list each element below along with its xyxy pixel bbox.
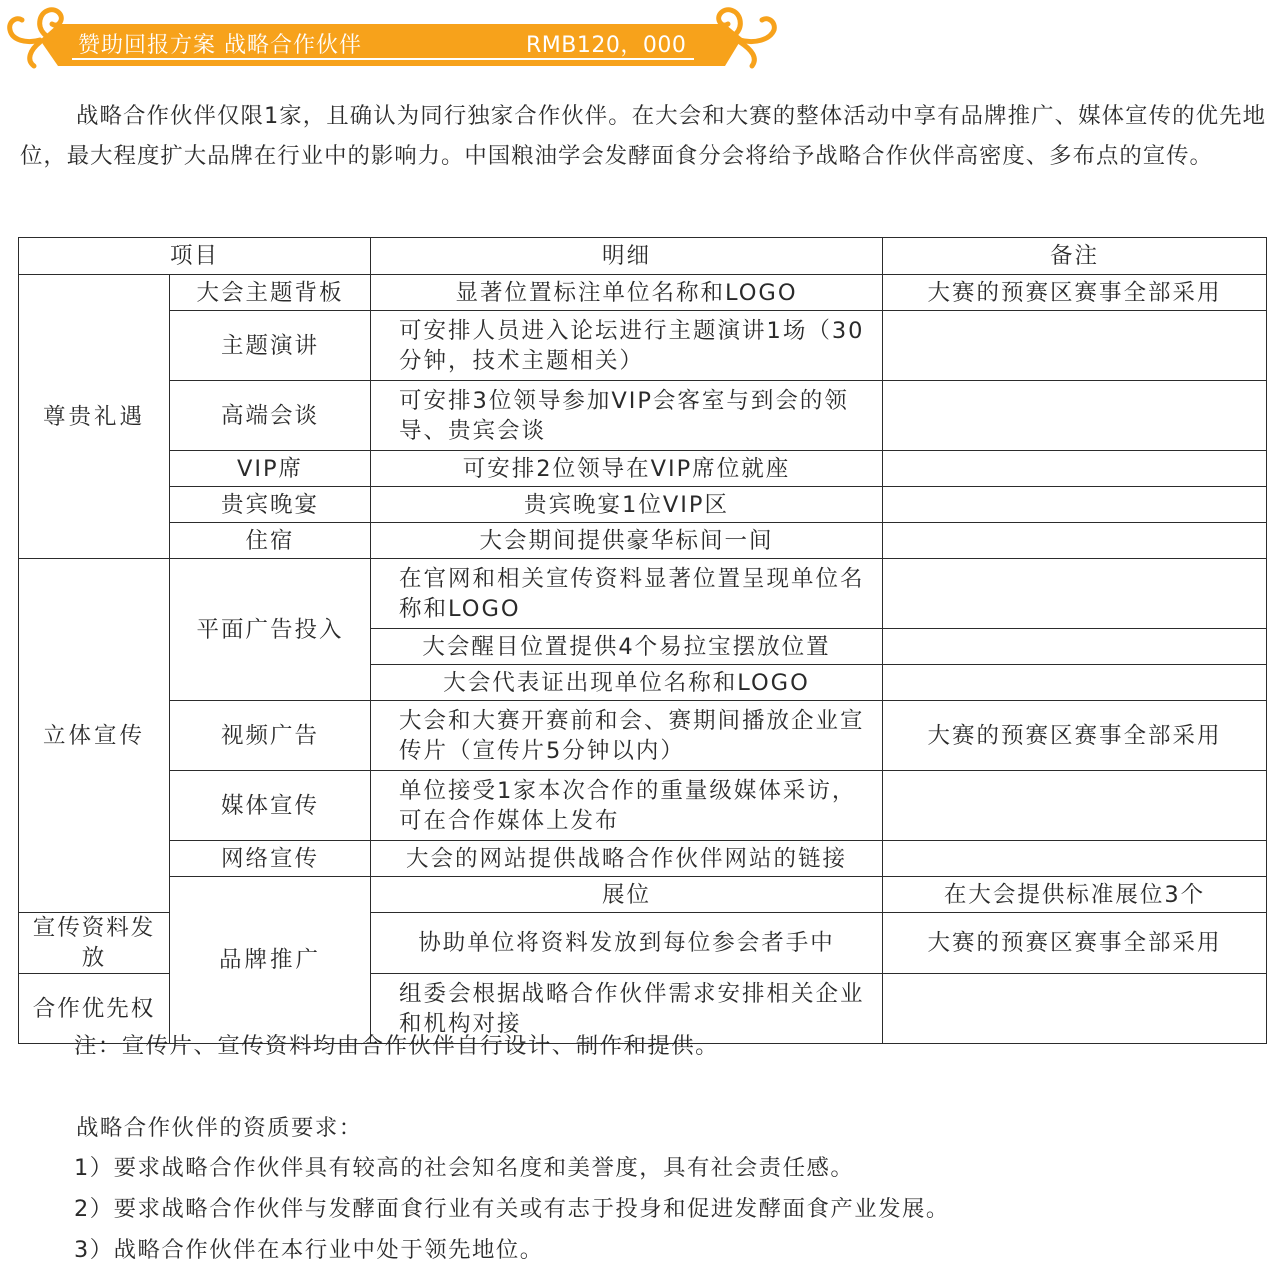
table-row (19, 275, 1267, 311)
table-row (19, 701, 1267, 771)
item-name: 视频广告 (170, 701, 371, 771)
table-row (19, 311, 1267, 381)
item-name: 大会主题背板 (170, 275, 371, 311)
item-note: 大赛的预赛区赛事全部采用 (883, 275, 1267, 311)
footnote: 注：宣传片、宣传资料均由合作伙伴自行设计、制作和提供。 (74, 1033, 720, 1059)
item-detail: 在官网和相关宣传资料显著位置呈现单位名称和LOGO (371, 559, 883, 629)
item-detail: 在大会提供标准展位3个 (883, 877, 1267, 913)
table-row (19, 559, 1267, 629)
item-detail: 大会的网站提供战略合作伙伴网站的链接 (371, 841, 883, 877)
table-row (19, 381, 1267, 451)
banner-underline (72, 58, 694, 60)
item-name: 宣传资料发放 (19, 913, 170, 974)
category-cell: 品牌推广 (170, 877, 371, 1044)
banner-title: 赞助回报方案 战略合作伙伴 (78, 33, 362, 58)
item-name: 平面广告投入 (170, 559, 371, 701)
category-cell: 立体宣传 (19, 559, 170, 913)
item-note: 大赛的预赛区赛事全部采用 (883, 701, 1267, 771)
list-item: 2）要求战略合作伙伴与发酵面食行业有关或有志于投身和促进发酵面食产业发展。 (74, 1196, 950, 1222)
item-note (883, 451, 1267, 487)
item-detail: 协助单位将资料发放到每位参会者手中 (371, 913, 883, 974)
table-row (19, 451, 1267, 487)
item-detail: 贵宾晚宴1位VIP区 (371, 487, 883, 523)
requirements-title: 战略合作伙伴的资质要求： (76, 1115, 363, 1141)
table-row (19, 523, 1267, 559)
item-name: 主题演讲 (170, 311, 371, 381)
item-note (883, 974, 1267, 1044)
header-banner (0, 0, 800, 80)
table-header-row (19, 238, 1267, 275)
table-row (19, 771, 1267, 841)
item-detail: 可安排人员进入论坛进行主题演讲1场（30分钟，技术主题相关） (371, 311, 883, 381)
item-name: 网络宣传 (170, 841, 371, 877)
table-row (19, 877, 1267, 913)
table-row (19, 841, 1267, 877)
item-note (883, 771, 1267, 841)
item-detail: 组委会根据战略合作伙伴需求安排相关企业和机构对接 (371, 974, 883, 1044)
item-detail: 大会醒目位置提供4个易拉宝摆放位置 (371, 629, 883, 665)
item-name: 展位 (371, 877, 883, 913)
item-name: 媒体宣传 (170, 771, 371, 841)
item-note (883, 665, 1267, 701)
item-note (883, 381, 1267, 451)
item-name: 贵宾晚宴 (170, 487, 371, 523)
item-note (883, 487, 1267, 523)
item-detail: 单位接受1家本次合作的重量级媒体采访，可在合作媒体上发布 (371, 771, 883, 841)
item-detail: 可安排3位领导参加VIP会客室与到会的领导、贵宾会谈 (371, 381, 883, 451)
item-note (883, 629, 1267, 665)
item-detail: 大会和大赛开赛前和会、赛期间播放企业宣传片（宣传片5分钟以内） (371, 701, 883, 771)
requirements-list (74, 1152, 950, 1275)
item-name: VIP席 (170, 451, 371, 487)
item-note (883, 311, 1267, 381)
item-detail: 显著位置标注单位名称和LOGO (371, 275, 883, 311)
item-note (883, 841, 1267, 877)
item-name: 住宿 (170, 523, 371, 559)
category-cell: 尊贵礼遇 (19, 275, 170, 559)
benefits-table (18, 237, 1267, 1044)
item-note (883, 559, 1267, 629)
item-name: 合作优先权 (19, 974, 170, 1044)
list-item: 3）战略合作伙伴在本行业中处于领先地位。 (74, 1237, 544, 1263)
item-name: 高端会谈 (170, 381, 371, 451)
intro-paragraph: 战略合作伙伴仅限1家，且确认为同行独家合作伙伴。在大会和大赛的整体活动中享有品牌推广、媒体宣传的优先地位，最大程度扩大品牌在行业中的影响力。中国粮油学会发酵面食分会将给予战略合作伙伴高密度、多布点的宣传。 (20, 103, 1266, 169)
item-detail: 可安排2位领导在VIP席位就座 (371, 451, 883, 487)
item-note (883, 523, 1267, 559)
list-item: 1）要求战略合作伙伴具有较高的社会知名度和美誉度，具有社会责任感。 (74, 1155, 855, 1181)
item-detail: 大会代表证出现单位名称和LOGO (371, 665, 883, 701)
table-row (19, 487, 1267, 523)
item-note: 大赛的预赛区赛事全部采用 (883, 913, 1267, 974)
banner-price: RMB120，000 (526, 33, 687, 58)
header-note: 备注 (883, 238, 1267, 275)
header-item: 项目 (19, 238, 371, 275)
header-detail: 明细 (371, 238, 883, 275)
item-detail: 大会期间提供豪华标间一间 (371, 523, 883, 559)
